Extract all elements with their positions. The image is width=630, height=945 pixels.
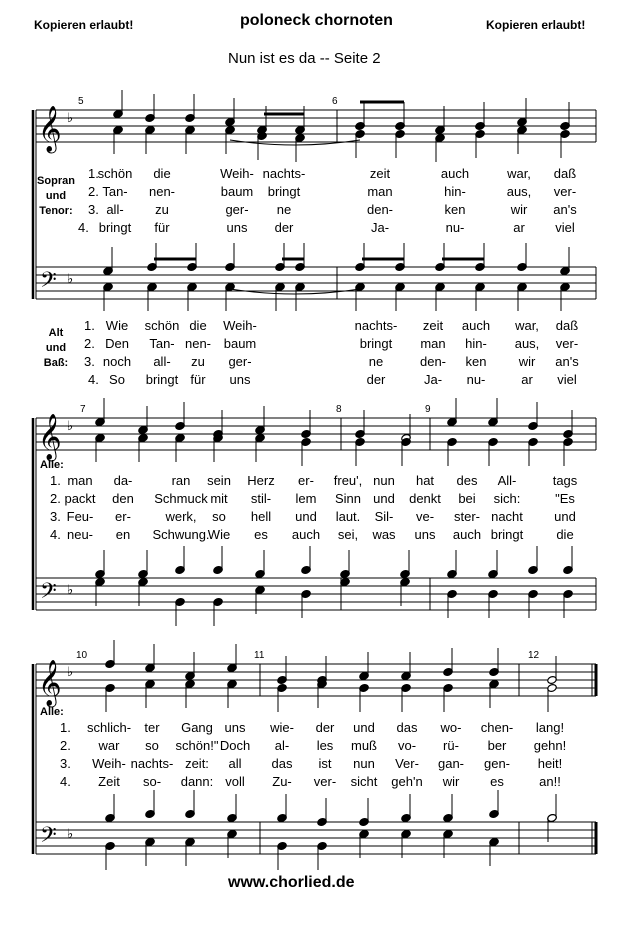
lyric-syllable: an's — [553, 202, 577, 217]
measure-number: 7 — [80, 404, 86, 415]
lyric-syllable: des — [456, 473, 478, 488]
lyric-syllable: bringt — [98, 220, 132, 235]
lyric-syllable: so- — [142, 774, 162, 789]
lyric-syllable: aus, — [506, 184, 532, 199]
bass-clef-icon: 𝄢 — [40, 823, 57, 853]
verse-number: 2. — [60, 738, 71, 753]
lyric-syllable: heit! — [537, 756, 563, 771]
lyric-syllable: den — [112, 491, 134, 506]
lyric-syllable: packt — [64, 491, 96, 506]
lyric-syllable: nacht — [491, 509, 523, 524]
lyric-syllable: viel — [555, 220, 575, 235]
lyric-syllable: der — [366, 372, 386, 387]
lyric-syllable: laut. — [335, 509, 361, 524]
lyric-syllable: zu — [191, 354, 205, 369]
lyric-syllable: lem — [295, 491, 317, 506]
footer-url: www.chorlied.de — [228, 874, 355, 891]
lyric-syllable: hell — [250, 509, 272, 524]
lyric-syllable: so — [212, 509, 226, 524]
lyric-syllable: Weih- — [92, 756, 126, 771]
lyric-syllable: wir — [510, 202, 528, 217]
lyric-syllable: so — [145, 738, 159, 753]
voice-label-all: Alle: — [40, 706, 64, 718]
lyric-syllable: ger- — [225, 202, 249, 217]
verse-number: 2. — [50, 491, 61, 506]
lyric-syllable: neu- — [66, 527, 94, 542]
lyric-syllable: bringt — [267, 184, 301, 199]
verse-number: 1. — [60, 720, 71, 735]
lyric-syllable: gen- — [483, 756, 511, 771]
lyric-syllable: schön — [144, 318, 180, 333]
flat-icon: ♭ — [67, 827, 74, 842]
lyric-syllable: sich: — [493, 491, 521, 506]
verse-number: 2. — [88, 184, 99, 199]
lyric-syllable: an!! — [539, 774, 561, 789]
lyric-syllable: nachts- — [354, 318, 398, 333]
lyric-syllable: Zeit — [98, 774, 120, 789]
lyric-syllable: ber — [487, 738, 507, 753]
lyric-syllable: nen- — [184, 336, 212, 351]
lyric-syllable: So — [109, 372, 125, 387]
page-subtitle: Nun ist es da -- Seite 2 — [228, 50, 381, 67]
lyric-syllable: uns — [414, 527, 436, 542]
lyric-syllable: die — [189, 318, 207, 333]
lyric-syllable: Doch — [219, 738, 251, 753]
lyric-syllable: All- — [497, 473, 517, 488]
measure-number: 9 — [425, 404, 431, 415]
lyric-syllable: zu — [155, 202, 169, 217]
lyric-syllable: ar — [513, 220, 525, 235]
lyric-syllable: ster- — [454, 509, 480, 524]
flat-icon: ♭ — [67, 665, 74, 680]
lyric-syllable: auch — [440, 166, 470, 181]
flat-icon: ♭ — [67, 272, 74, 287]
verse-number: 1. — [88, 166, 99, 181]
lyric-syllable: für — [154, 220, 170, 235]
verse-number: 3. — [84, 354, 95, 369]
verse-number: 1. — [50, 473, 61, 488]
lyric-syllable: rü- — [443, 738, 459, 753]
lyric-syllable: wir — [518, 354, 536, 369]
lyric-syllable: Sil- — [374, 509, 394, 524]
lyric-syllable: ran — [171, 473, 191, 488]
lyric-syllable: und — [353, 720, 375, 735]
lyric-syllable: schön!" — [175, 738, 219, 753]
treble-clef-icon: 𝄞 — [38, 414, 62, 460]
lyric-syllable: bringt — [359, 336, 393, 351]
lyric-syllable: freu', — [333, 473, 363, 488]
measure-number: 6 — [332, 96, 338, 107]
lyric-syllable: baum — [220, 184, 254, 199]
verse-number: 4. — [50, 527, 61, 542]
lyric-syllable: all- — [153, 354, 171, 369]
lyric-syllable: baum — [223, 336, 257, 351]
lyric-syllable: nachts- — [130, 756, 174, 771]
verse-number: 1. — [84, 318, 95, 333]
lyric-syllable: Wie — [207, 527, 231, 542]
lyric-syllable: zeit — [422, 318, 444, 333]
lyric-syllable: ger- — [228, 354, 252, 369]
lyric-syllable: nu- — [445, 220, 465, 235]
lyric-syllable: auch — [291, 527, 321, 542]
lyric-syllable: ne — [368, 354, 384, 369]
lyric-syllable: er- — [115, 509, 131, 524]
lyric-syllable: noch — [102, 354, 132, 369]
measure-number: 5 — [78, 96, 84, 107]
lyric-syllable: schön — [97, 166, 133, 181]
lyric-syllable: al- — [274, 738, 290, 753]
lyric-syllable: Tan- — [102, 184, 128, 199]
lyric-syllable: sein — [207, 473, 231, 488]
lyric-syllable: muß — [351, 738, 377, 753]
lyric-syllable: wo- — [440, 720, 462, 735]
lyric-syllable: vo- — [397, 738, 417, 753]
lyric-syllable: da- — [113, 473, 133, 488]
lyric-syllable: es — [254, 527, 268, 542]
lyric-syllable: denkt — [409, 491, 441, 506]
lyric-syllable: voll — [225, 774, 245, 789]
publisher-title: poloneck chornoten — [240, 12, 393, 29]
lyric-syllable: Schmuck — [154, 491, 208, 506]
treble-clef-icon: 𝄞 — [38, 660, 62, 706]
lyric-syllable: aus, — [514, 336, 540, 351]
lyric-syllable: Schwung. — [152, 527, 210, 542]
lyric-syllable: nachts- — [262, 166, 306, 181]
lyric-syllable: nu- — [466, 372, 486, 387]
lyric-syllable: bei — [458, 491, 476, 506]
verse-number: 4. — [60, 774, 71, 789]
lyric-syllable: Tan- — [149, 336, 175, 351]
lyric-syllable: uns — [224, 720, 246, 735]
lyric-syllable: gehn! — [533, 738, 567, 753]
lyric-syllable: zeit — [369, 166, 391, 181]
lyric-syllable: der — [274, 220, 294, 235]
lyric-syllable: das — [396, 720, 418, 735]
verse-number: 3. — [50, 509, 61, 524]
lyric-syllable: sicht — [350, 774, 378, 789]
lyric-syllable: Weih- — [220, 166, 254, 181]
lyric-syllable: "Es — [555, 491, 575, 506]
treble-clef-icon: 𝄞 — [38, 106, 62, 152]
copy-note-left: Kopieren erlaubt! — [34, 18, 134, 32]
lyric-syllable: mit — [210, 491, 228, 506]
lyric-syllable: an's — [555, 354, 579, 369]
lyric-syllable: für — [190, 372, 206, 387]
copy-note-right: Kopieren erlaubt! — [486, 18, 586, 32]
lyric-syllable: den- — [419, 354, 447, 369]
lyric-syllable: hin- — [444, 184, 466, 199]
lyric-syllable: tags — [552, 473, 578, 488]
flat-icon: ♭ — [67, 583, 74, 598]
lyric-syllable: den- — [366, 202, 394, 217]
measure-number: 12 — [528, 650, 540, 661]
lyric-syllable: ken — [444, 202, 466, 217]
lyric-syllable: hat — [415, 473, 435, 488]
lyric-syllable: Herz — [247, 473, 275, 488]
lyric-syllable: er- — [298, 473, 314, 488]
lyric-syllable: hin- — [465, 336, 487, 351]
lyric-syllable: und — [295, 509, 317, 524]
voice-label-alto-bass: Alt und Baß: — [43, 327, 69, 369]
lyric-syllable: all — [228, 756, 242, 771]
lyric-syllable: uns — [229, 372, 251, 387]
lyric-syllable: uns — [226, 220, 248, 235]
lyric-syllable: stil- — [250, 491, 272, 506]
lyric-syllable: wir — [442, 774, 460, 789]
measure-number: 10 — [76, 650, 88, 661]
lyric-syllable: Ver- — [395, 756, 419, 771]
lyric-syllable: Ja- — [370, 220, 390, 235]
lyric-syllable: sei, — [337, 527, 359, 542]
lyric-syllable: ver- — [313, 774, 337, 789]
lyric-syllable: man — [67, 473, 93, 488]
lyric-syllable: ar — [521, 372, 533, 387]
lyric-syllable: Wie — [105, 318, 129, 333]
lyric-syllable: les — [316, 738, 334, 753]
bass-clef-icon: 𝄢 — [40, 579, 57, 609]
lyric-syllable: und — [554, 509, 576, 524]
lyric-syllable: daß — [555, 318, 579, 333]
lyric-syllable: Gang — [181, 720, 213, 735]
lyric-syllable: nun — [353, 756, 375, 771]
lyric-syllable: auch — [461, 318, 491, 333]
lyric-syllable: ver- — [555, 336, 579, 351]
voice-label-soprano-tenor: Sopran und Tenor: — [37, 175, 75, 217]
lyric-syllable: nun — [373, 473, 395, 488]
lyric-syllable: Zu- — [272, 774, 292, 789]
lyric-syllable: und — [373, 491, 395, 506]
verse-number: 3. — [60, 756, 71, 771]
lyric-syllable: die — [153, 166, 171, 181]
flat-icon: ♭ — [67, 111, 74, 126]
lyric-syllable: was — [372, 527, 396, 542]
lyric-syllable: ne — [276, 202, 292, 217]
lyric-syllable: die — [556, 527, 574, 542]
lyric-syllable: schlich- — [86, 720, 132, 735]
lyric-syllable: auch — [452, 527, 482, 542]
lyric-syllable: ken — [465, 354, 487, 369]
lyric-syllable: man — [420, 336, 446, 351]
voice-label-all: Alle: — [40, 459, 64, 471]
verse-number: 4. — [88, 372, 99, 387]
lyric-syllable: lang! — [535, 720, 565, 735]
lyric-syllable: werk, — [165, 509, 197, 524]
lyric-syllable: bringt — [145, 372, 179, 387]
lyric-syllable: war, — [515, 318, 539, 333]
verse-number: 3. — [88, 202, 99, 217]
lyric-syllable: Den — [105, 336, 129, 351]
lyric-syllable: geh'n — [391, 774, 423, 789]
lyric-syllable: daß — [553, 166, 577, 181]
lyric-syllable: ist — [318, 756, 332, 771]
lyric-syllable: ver- — [553, 184, 577, 199]
lyric-syllable: Sinn — [334, 491, 362, 506]
lyric-syllable: dann: — [180, 774, 214, 789]
lyric-syllable: das — [271, 756, 293, 771]
lyric-syllable: ter — [144, 720, 160, 735]
lyric-syllable: bringt — [490, 527, 524, 542]
lyric-syllable: Ja- — [423, 372, 443, 387]
lyric-syllable: ve- — [415, 509, 435, 524]
lyric-syllable: man — [367, 184, 393, 199]
lyric-syllable: wie- — [270, 720, 294, 735]
lyric-syllable: Weih- — [223, 318, 257, 333]
lyric-syllable: war, — [507, 166, 531, 181]
lyric-syllable: en — [115, 527, 131, 542]
bass-clef-icon: 𝄢 — [40, 268, 57, 298]
verse-number: 2. — [84, 336, 95, 351]
lyric-syllable: all- — [106, 202, 124, 217]
measure-number: 8 — [336, 404, 342, 415]
lyric-syllable: chen- — [480, 720, 514, 735]
lyric-syllable: der — [315, 720, 335, 735]
lyric-syllable: viel — [557, 372, 577, 387]
flat-icon: ♭ — [67, 419, 74, 434]
lyric-syllable: war — [98, 738, 120, 753]
verse-number: 4. — [78, 220, 89, 235]
measure-number: 11 — [254, 650, 265, 661]
lyric-syllable: nen- — [148, 184, 176, 199]
lyric-syllable: Feu- — [66, 509, 94, 524]
lyric-syllable: gan- — [437, 756, 465, 771]
lyric-syllable: es — [490, 774, 504, 789]
lyric-syllable: zeit: — [185, 756, 209, 771]
